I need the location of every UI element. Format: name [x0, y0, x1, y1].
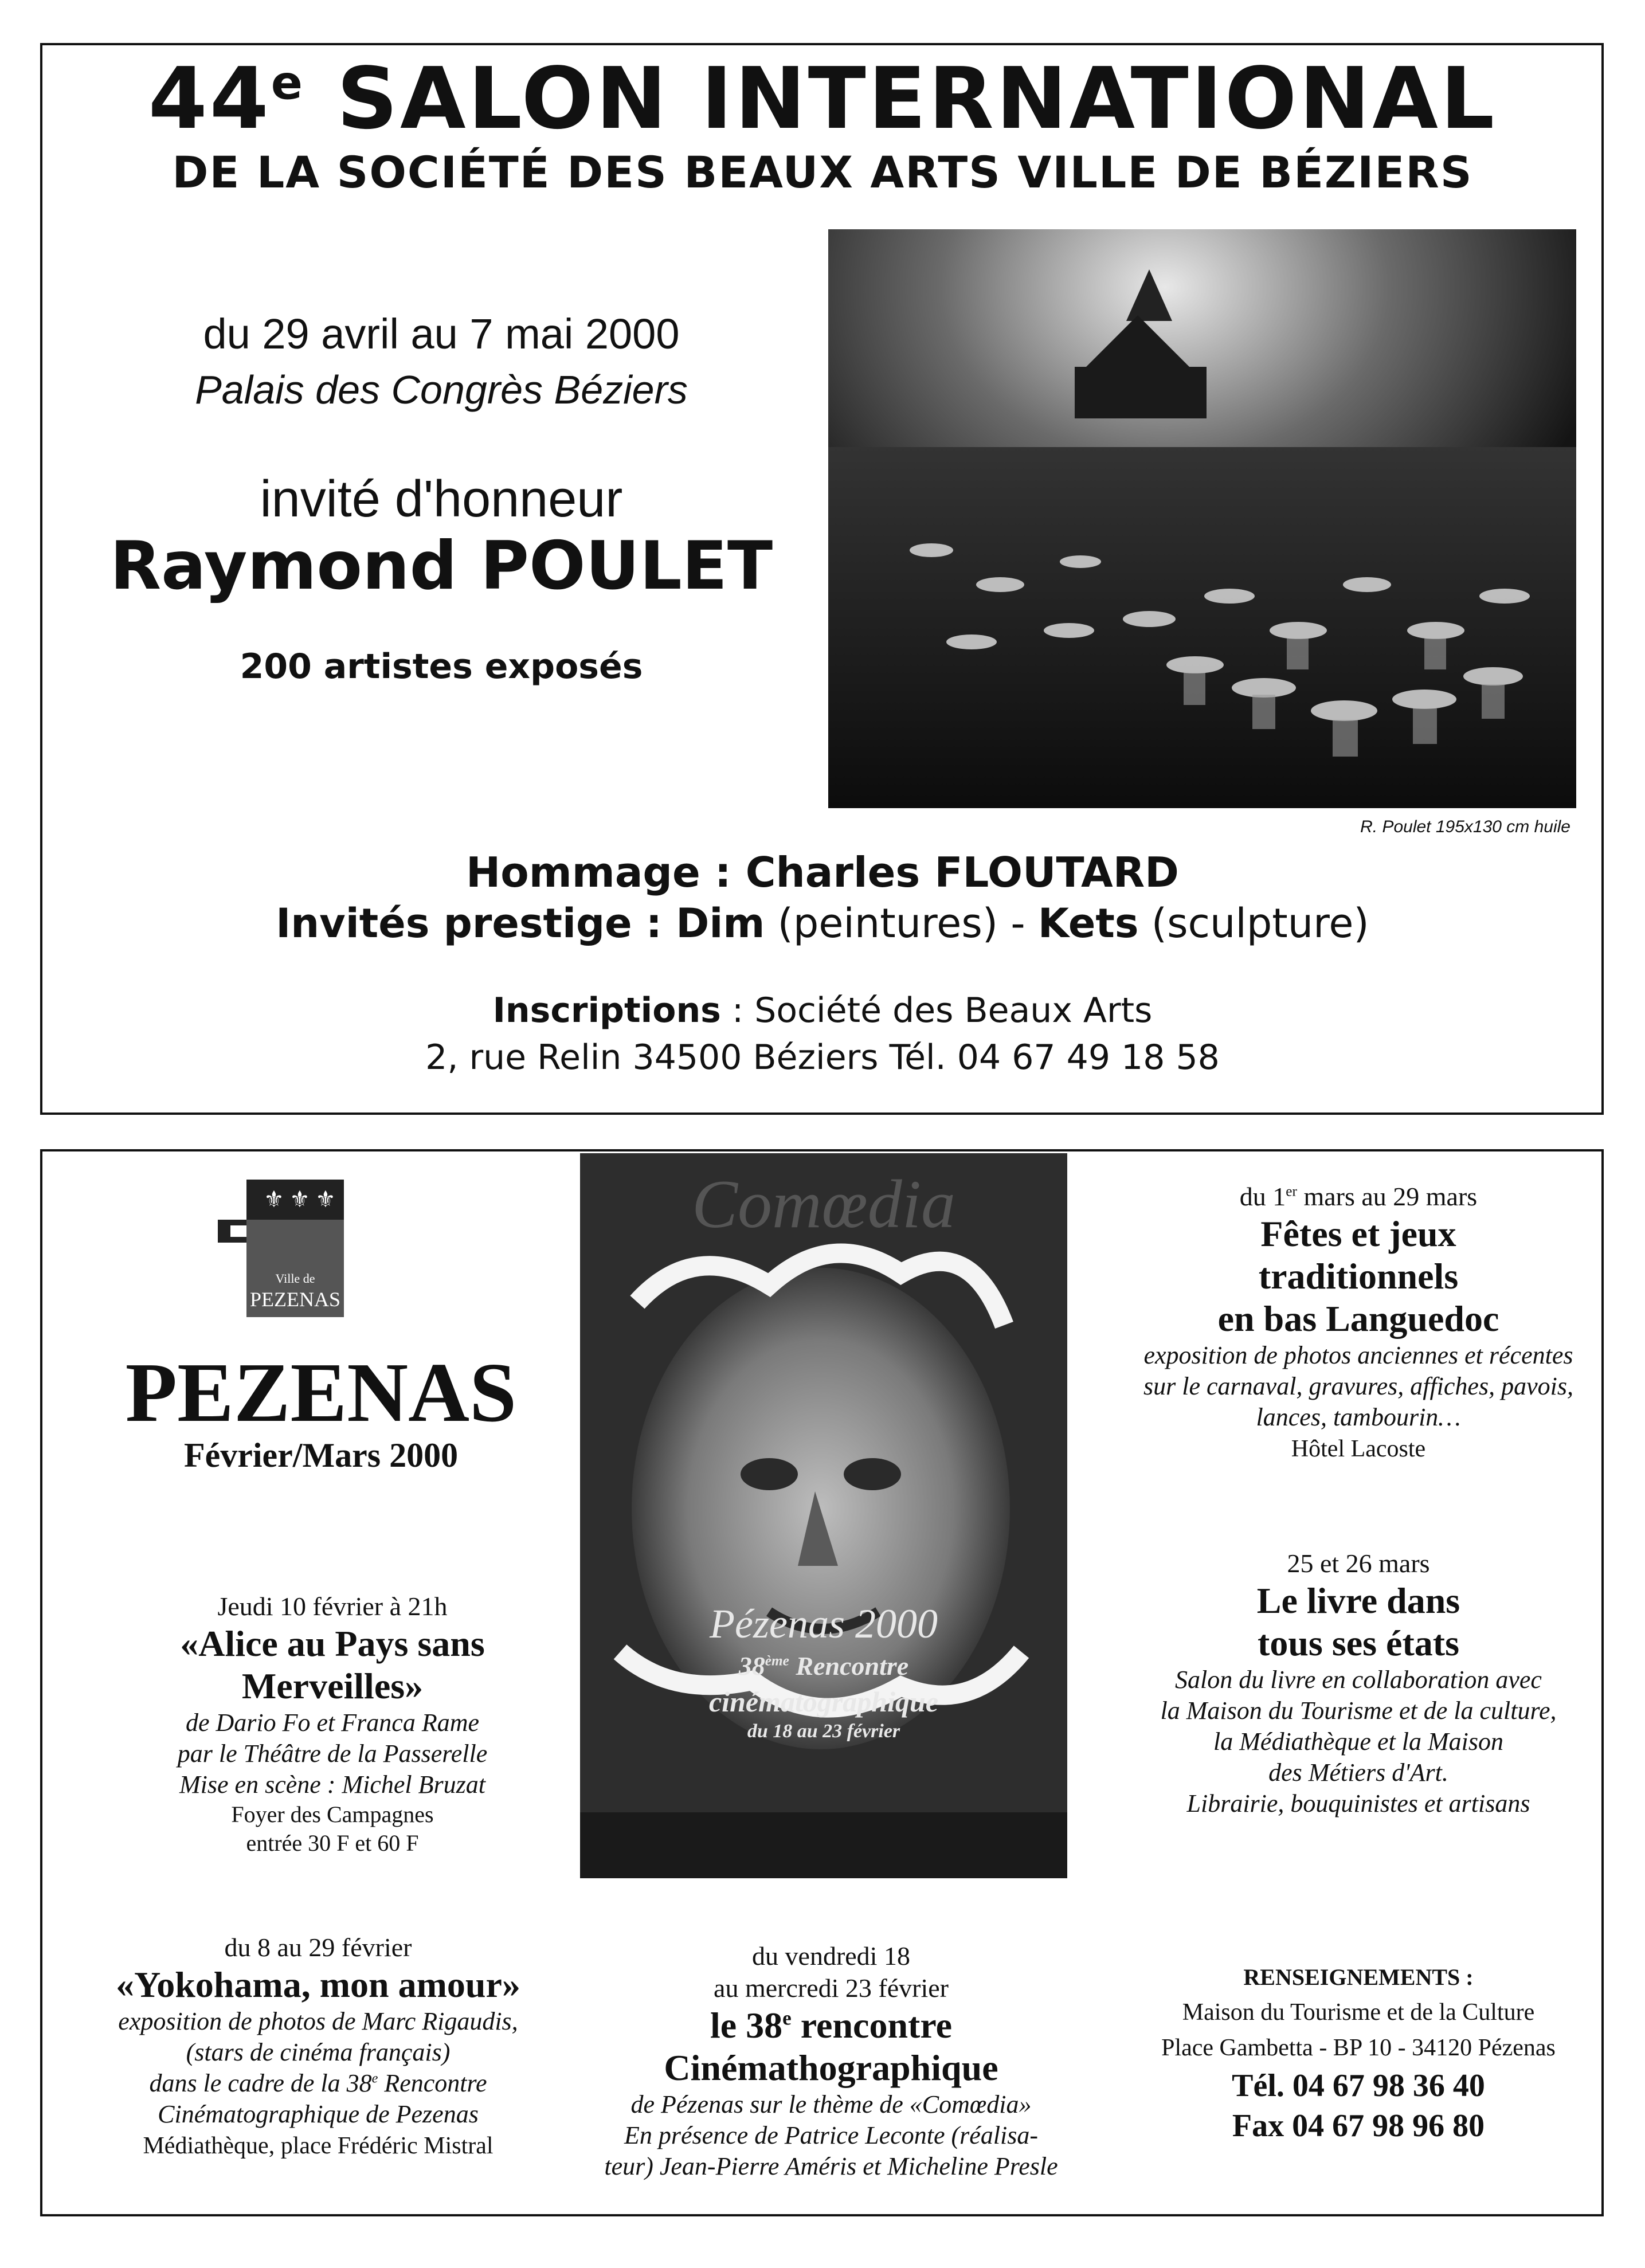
livre-title-2: tous ses états: [1258, 1623, 1459, 1663]
alice-desc-3: Mise en scène : Michel Bruzat: [179, 1770, 485, 1799]
rencontre-desc-2: En présence de Patrice Leconte (réalisa-: [624, 2121, 1039, 2149]
salon-title: 44e SALON INTERNATIONAL: [148, 49, 1497, 148]
rencontre-desc-1: de Pézenas sur le thème de «Comœdia»: [630, 2090, 1032, 2118]
logo-small-text: Ville de: [275, 1271, 315, 1286]
poster-line1: Pézenas 2000: [710, 1601, 938, 1647]
yokohama-desc-2: (stars de cinéma français): [186, 2038, 451, 2066]
fetes-date: du 1er mars au 29 mars: [1239, 1182, 1478, 1211]
prestige-line: Invités prestige : Dim (peintures) - Kets (sculpture): [276, 900, 1369, 947]
poster-line3: cinématographique: [708, 1686, 939, 1718]
rencontre-title-2: Cinémathographique: [664, 2047, 998, 2088]
event-rencontre: [573, 1940, 1089, 2182]
rencontre-desc-3: teur) Jean-Pierre Améris et Micheline Presle: [604, 2152, 1058, 2180]
fetes-desc-2: sur le carnaval, gravures, affiches, pavois,: [1143, 1372, 1573, 1400]
info-block: [1100, 1960, 1616, 2146]
livre-desc-2: la Maison du Tourisme et de la culture,: [1160, 1697, 1557, 1725]
salon-dates: du 29 avril au 7 mai 2000: [203, 310, 680, 358]
event-livre: [1100, 1548, 1616, 1819]
yokohama-desc-3: dans le cadre de la 38e Rencontre: [149, 2069, 487, 2097]
alice-date: Jeudi 10 février à 21h: [217, 1592, 448, 1621]
livre-title-1: Le livre dans: [1256, 1580, 1460, 1621]
alice-desc-2: par le Théâtre de la Passerelle: [177, 1740, 488, 1768]
pezenas-logo: [218, 1180, 344, 1317]
svg-text:⚜: ⚜: [289, 1186, 310, 1213]
alice-title-1: «Alice au Pays sans: [180, 1623, 485, 1664]
info-line-2: Place Gambetta - BP 10 - 34120 Pézenas: [1161, 2035, 1556, 2061]
info-line-1: Maison du Tourisme et de la Culture: [1182, 1999, 1535, 2026]
yokohama-title: «Yokohama, mon amour»: [116, 1964, 520, 2005]
guest-name: Raymond POULET: [109, 527, 773, 605]
fetes-place: Hôtel Lacoste: [1291, 1436, 1426, 1462]
svg-text:⚜: ⚜: [264, 1186, 284, 1213]
guest-label: invité d'honneur: [260, 471, 623, 528]
fetes-desc-3: lances, tambourin…: [1256, 1403, 1461, 1431]
painting-illustration: [828, 229, 1576, 808]
artists-count: 200 artistes exposés: [240, 647, 643, 687]
info-fax: Fax 04 67 98 96 80: [1232, 2108, 1485, 2144]
poster-illustration: [580, 1153, 1067, 1878]
livre-date: 25 et 26 mars: [1287, 1549, 1430, 1578]
info-tel: Tél. 04 67 98 36 40: [1232, 2068, 1485, 2104]
painting-caption: R. Poulet 195x130 cm huile: [1360, 817, 1570, 836]
poster-title: Comœdia: [691, 1166, 956, 1242]
yokohama-desc-4: Cinématographique de Pezenas: [158, 2100, 479, 2128]
livre-desc-3: la Médiathèque et la Maison: [1213, 1728, 1503, 1756]
svg-text:⚜: ⚜: [315, 1186, 336, 1213]
fetes-desc-1: exposition de photos anciennes et récentes: [1143, 1341, 1573, 1369]
livre-desc-4: des Métiers d'Art.: [1268, 1758, 1448, 1787]
alice-desc-1: de Dario Fo et Franca Rame: [186, 1709, 479, 1737]
comoedia-poster: [580, 1153, 1067, 1878]
event-alice: [63, 1591, 602, 1858]
alice-price: entrée 30 F et 60 F: [246, 1830, 419, 1856]
homage-line: Hommage : Charles FLOUTARD: [466, 848, 1179, 896]
fetes-title-1: Fêtes et jeux: [1260, 1213, 1456, 1254]
livre-desc-5: Librairie, bouquinistes et artisans: [1186, 1789, 1530, 1817]
rencontre-date-1: du vendredi 18: [752, 1941, 910, 1971]
inscriptions-line: Inscriptions : Société des Beaux Arts: [492, 990, 1153, 1031]
poster-line2: 38ème Rencontre: [738, 1651, 909, 1681]
yokohama-desc-1: exposition de photos de Marc Rigaudis,: [118, 2007, 518, 2035]
event-yokohama: [34, 1932, 602, 2162]
fetes-title-3: en bas Languedoc: [1217, 1298, 1499, 1339]
livre-desc-1: Salon du livre en collaboration avec: [1175, 1666, 1542, 1694]
rencontre-date-2: au mercredi 23 février: [714, 1973, 949, 2003]
yokohama-place: Médiathèque, place Frédéric Mistral: [143, 2133, 493, 2159]
info-heading: RENSEIGNEMENTS :: [1243, 1964, 1474, 1990]
yokohama-date: du 8 au 29 février: [224, 1933, 412, 1962]
salon-subtitle: DE LA SOCIÉTÉ DES BEAUX ARTS VILLE DE BÉZIERS: [172, 147, 1473, 198]
alice-title-2: Merveilles»: [241, 1666, 424, 1706]
alice-place: Foyer des Campagnes: [231, 1801, 434, 1827]
logo-name: PEZENAS: [249, 1288, 340, 1311]
salon-venue: Palais des Congrès Béziers: [195, 367, 688, 412]
rencontre-title-1: le 38e rencontre: [710, 2005, 953, 2046]
painting-image: [828, 229, 1576, 808]
poster-line4: du 18 au 23 février: [747, 1721, 900, 1742]
inscriptions-address: 2, rue Relin 34500 Béziers Tél. 04 67 49 18 58: [425, 1037, 1220, 1078]
event-fetes: [1100, 1181, 1616, 1465]
pezenas-title: PEZENAS: [125, 1346, 517, 1440]
fetes-title-2: traditionnels: [1258, 1256, 1459, 1296]
pezenas-subtitle: Février/Mars 2000: [183, 1436, 459, 1474]
